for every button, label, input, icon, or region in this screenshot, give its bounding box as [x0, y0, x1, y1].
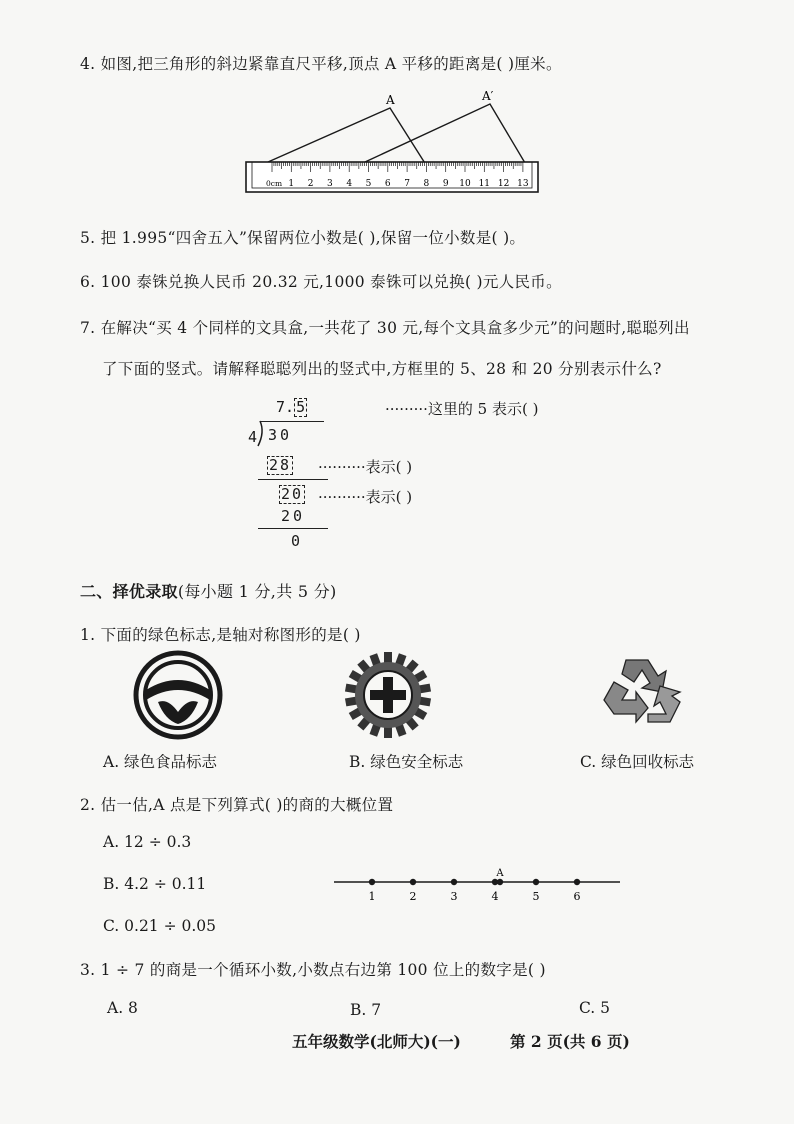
- note-step1: ··········表示( ): [318, 458, 413, 476]
- step1-box-wrap: [267, 456, 293, 475]
- q5-text: 5. 把 1.995“四舍五入”保留两位小数是( ),保留一位小数是( )。: [80, 229, 526, 247]
- ruler-label: 12: [497, 179, 510, 189]
- section2-heading: [80, 579, 337, 602]
- remainder: 0: [291, 532, 301, 550]
- mc2-option-c[interactable]: C. 0.21 ÷ 0.05: [103, 917, 217, 935]
- mc2-text: 2. 估一估,A 点是下列算式( )的商的大概位置: [80, 796, 394, 814]
- ruler-label: 1: [288, 179, 295, 189]
- quotient: [276, 398, 307, 417]
- mc3-option-a[interactable]: A. 8: [107, 999, 138, 1017]
- q7-line2: 了下面的竖式。请解释聪聪列出的竖式中,方框里的 5、28 和 20 分别表示什么?: [102, 360, 662, 378]
- mc2-option-b[interactable]: B. 4.2 ÷ 0.11: [103, 875, 207, 893]
- quotient-integer: 7.: [276, 398, 295, 416]
- green-food-logo-icon: [133, 650, 223, 740]
- number-line-point: [533, 879, 539, 885]
- number-line-label: 4: [491, 890, 499, 903]
- divisor: 4: [248, 428, 258, 446]
- number-line-point: [410, 879, 416, 885]
- ruler-label: 10: [459, 179, 471, 189]
- mc1-text: 1. 下面的绿色标志,是轴对称图形的是( ): [80, 626, 361, 644]
- ruler-triangle-figure: [240, 90, 545, 200]
- number-line-label: 1: [368, 890, 376, 903]
- green-safety-logo-icon: [343, 650, 433, 740]
- note-step2: ··········表示( ): [318, 488, 413, 506]
- label-a: A: [386, 93, 395, 107]
- number-line-label: 6: [573, 890, 581, 903]
- mc3-option-c[interactable]: C. 5: [579, 999, 611, 1017]
- ruler-label: 9: [442, 179, 449, 189]
- mc3-text: 3. 1 ÷ 7 的商是一个循环小数,小数点右边第 100 位上的数字是( ): [80, 961, 546, 979]
- number-line-point-a: A: [496, 868, 504, 879]
- mc1-option-a[interactable]: A. 绿色食品标志: [103, 753, 218, 771]
- dividend: 30: [268, 426, 293, 444]
- q6-text: 6. 100 泰铢兑换人民币 20.32 元,1000 泰铢可以兑换( )元人民币。: [80, 273, 562, 291]
- quotient-box: 5: [296, 398, 306, 416]
- mc2-option-a[interactable]: A. 12 ÷ 0.3: [103, 833, 192, 851]
- number-line-point: [451, 879, 457, 885]
- step1-box: 28: [269, 456, 292, 474]
- ruler-label: 8: [423, 179, 430, 189]
- section2-title: 二、择优录取: [80, 582, 178, 601]
- mc3-option-b[interactable]: B. 7: [350, 1001, 382, 1019]
- note-quotient: ·········这里的 5 表示( ): [385, 400, 539, 418]
- ruler-label: 3: [327, 179, 333, 189]
- ruler-label: 13: [517, 179, 529, 189]
- number-line-label: 5: [532, 890, 540, 903]
- mc1-option-b[interactable]: B. 绿色安全标志: [349, 753, 464, 771]
- ruler-zero: 0cm: [266, 179, 283, 188]
- ruler-label: 6: [384, 179, 391, 189]
- q7-line1: 7. 在解决“买 4 个同样的文具盒,一共花了 30 元,每个文具盒多少元”的问题时,聪聪列出: [80, 319, 690, 337]
- division-bar: [260, 421, 324, 422]
- footer-title: 五年级数学(北师大)(一): [292, 1032, 461, 1051]
- number-line-label: 2: [409, 890, 417, 903]
- ruler-label: 2: [307, 179, 314, 189]
- step3: 20: [281, 507, 306, 525]
- mc1-option-c[interactable]: C. 绿色回收标志: [580, 753, 695, 771]
- green-recycle-logo-icon: [596, 652, 688, 738]
- section2-subtitle: (每小题 1 分,共 5 分): [177, 582, 337, 601]
- number-line-point: [369, 879, 375, 885]
- label-a-prime: A′: [482, 90, 494, 103]
- ruler-label: 4: [346, 179, 353, 189]
- step2-box-wrap: [279, 485, 305, 504]
- number-line-label: 3: [450, 890, 458, 903]
- division-line-1: [258, 479, 328, 480]
- number-line-point: [574, 879, 580, 885]
- q4-text: 4. 如图,把三角形的斜边紧靠直尺平移,顶点 A 平移的距离是( )厘米。: [80, 55, 562, 73]
- footer-page: 第 2 页(共 6 页): [510, 1032, 630, 1051]
- ruler-label: 5: [365, 179, 372, 189]
- ruler-label: 7: [404, 179, 410, 189]
- step2-box: 20: [281, 485, 304, 503]
- ruler-label: 11: [478, 179, 491, 189]
- number-line: [334, 864, 624, 908]
- division-line-2: [258, 528, 328, 529]
